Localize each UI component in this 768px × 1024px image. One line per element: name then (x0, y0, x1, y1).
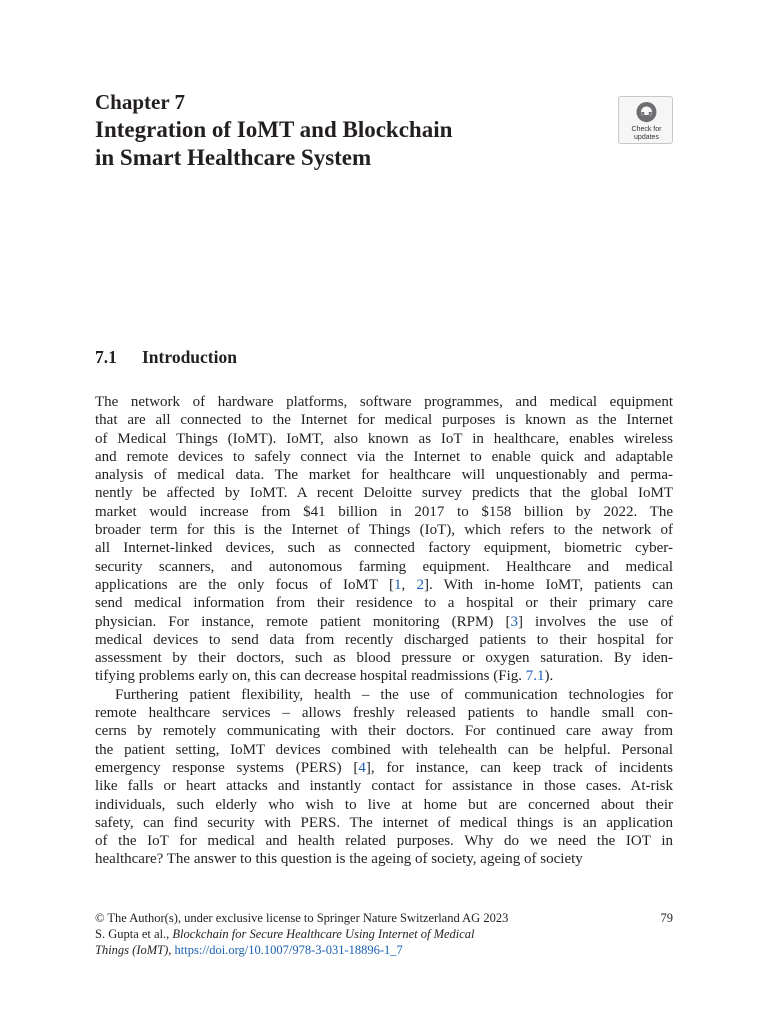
check-for-updates-badge[interactable] (618, 96, 673, 144)
page-footer (95, 910, 673, 958)
doi-link[interactable]: https://doi.org/10.1007/978-3-031-18896-1_7 (174, 943, 403, 957)
text-line: medical devices to send data from recently discharged patients to their hospital for (95, 631, 673, 648)
text-line: market would increase from $41 billion in 2017 to $158 billion by 2022. The (95, 503, 673, 520)
text-line: like falls or heart attacks and instantly contact for assistance in those cases. At-risk (95, 778, 673, 795)
section-title: Introduction (142, 347, 237, 367)
text-line: assessment by their doctors, such as blood pressure or oxygen saturation. By iden- (95, 650, 673, 667)
text-line: The network of hardware platforms, software programmes, and medical equipment (95, 394, 673, 410)
text-line: broader term for this is the Internet of Things (IoT), which refers to the network of (95, 522, 673, 539)
crossmark-icon (635, 101, 658, 125)
text-line: the patient setting, IoMT devices combined with telehealth can be helpful. Personal (95, 741, 673, 758)
text-line: individuals, such elderly who wish to live at home but are concerned about their (95, 796, 673, 813)
text-line: emergency response systems (PERS) [4], for instance, can keep track of incidents (95, 759, 673, 776)
chapter-title-line: in Smart Healthcare System (95, 145, 372, 170)
text-line: applications are the only focus of IoMT [1, 2]. With in-home IoMT, patients can (95, 576, 673, 593)
page-number: 79 (660, 911, 673, 925)
text-line: analysis of medical data. The market for healthcare will unquestionably and perma- (95, 467, 673, 484)
text-line: of Medical Things (IoMT). IoMT, also known as IoT in healthcare, enables wireless (95, 430, 673, 447)
text-line: Furthering patient flexibility, health – the use of communication technologies for (115, 686, 673, 703)
paragraph (95, 686, 673, 869)
chapter-label: Chapter 7 (95, 90, 186, 114)
text-line: all Internet-linked devices, such as connected factory equipment, biometric cyber- (95, 540, 673, 557)
chapter-title (95, 116, 595, 172)
text-line: safety, can find security with PERS. The internet of medical things is an application (95, 814, 673, 831)
text-line: send medical information from their residence to a hospital or their primary care (95, 595, 673, 612)
text-line: cerns by remotely communicating with their doctors. For continued care away from (95, 723, 673, 740)
paragraph (95, 393, 673, 686)
section-number: 7.1 (95, 347, 117, 367)
text-line: tifying problems early on, this can decrease hospital readmissions (Fig. 7.1). (95, 668, 554, 685)
text-line: physician. For instance, remote patient monitoring (RPM) [3] involves the use of (95, 613, 674, 630)
text-line: nently be affected by IoMT. A recent Deloitte survey predicts that the global IoMT (95, 485, 673, 502)
citation-line-1: S. Gupta et al., Blockchain for Secure Healthcare Using Internet of Medical (95, 927, 475, 941)
text-line: and remote devices to safely connect via the Internet to enable quick and adaptable (95, 448, 673, 465)
citation-line-2: Things (IoMT), https://doi.org/10.1007/978-3-031-18896-1_7 (95, 943, 403, 957)
copyright-line: © The Author(s), under exclusive license to Springer Nature Switzerland AG 2023 (95, 911, 509, 925)
chapter-title-line: Integration of IoMT and Blockchain (95, 117, 453, 142)
text-line: remote healthcare services – allows freshly released patients to handle small con- (95, 705, 673, 722)
section-heading (95, 347, 237, 368)
text-line: that are all connected to the Internet for medical purposes is known as the Internet (95, 412, 673, 429)
body-text (95, 393, 673, 869)
text-line: of the IoT for medical and health related purposes. Why do we need the IOT in (95, 833, 673, 850)
badge-label: Check for updates (631, 126, 662, 141)
text-line: healthcare? The answer to this question is the ageing of society, ageing of society (95, 851, 583, 868)
text-line: security scanners, and autonomous farming equipment. Healthcare and medical (95, 558, 673, 575)
